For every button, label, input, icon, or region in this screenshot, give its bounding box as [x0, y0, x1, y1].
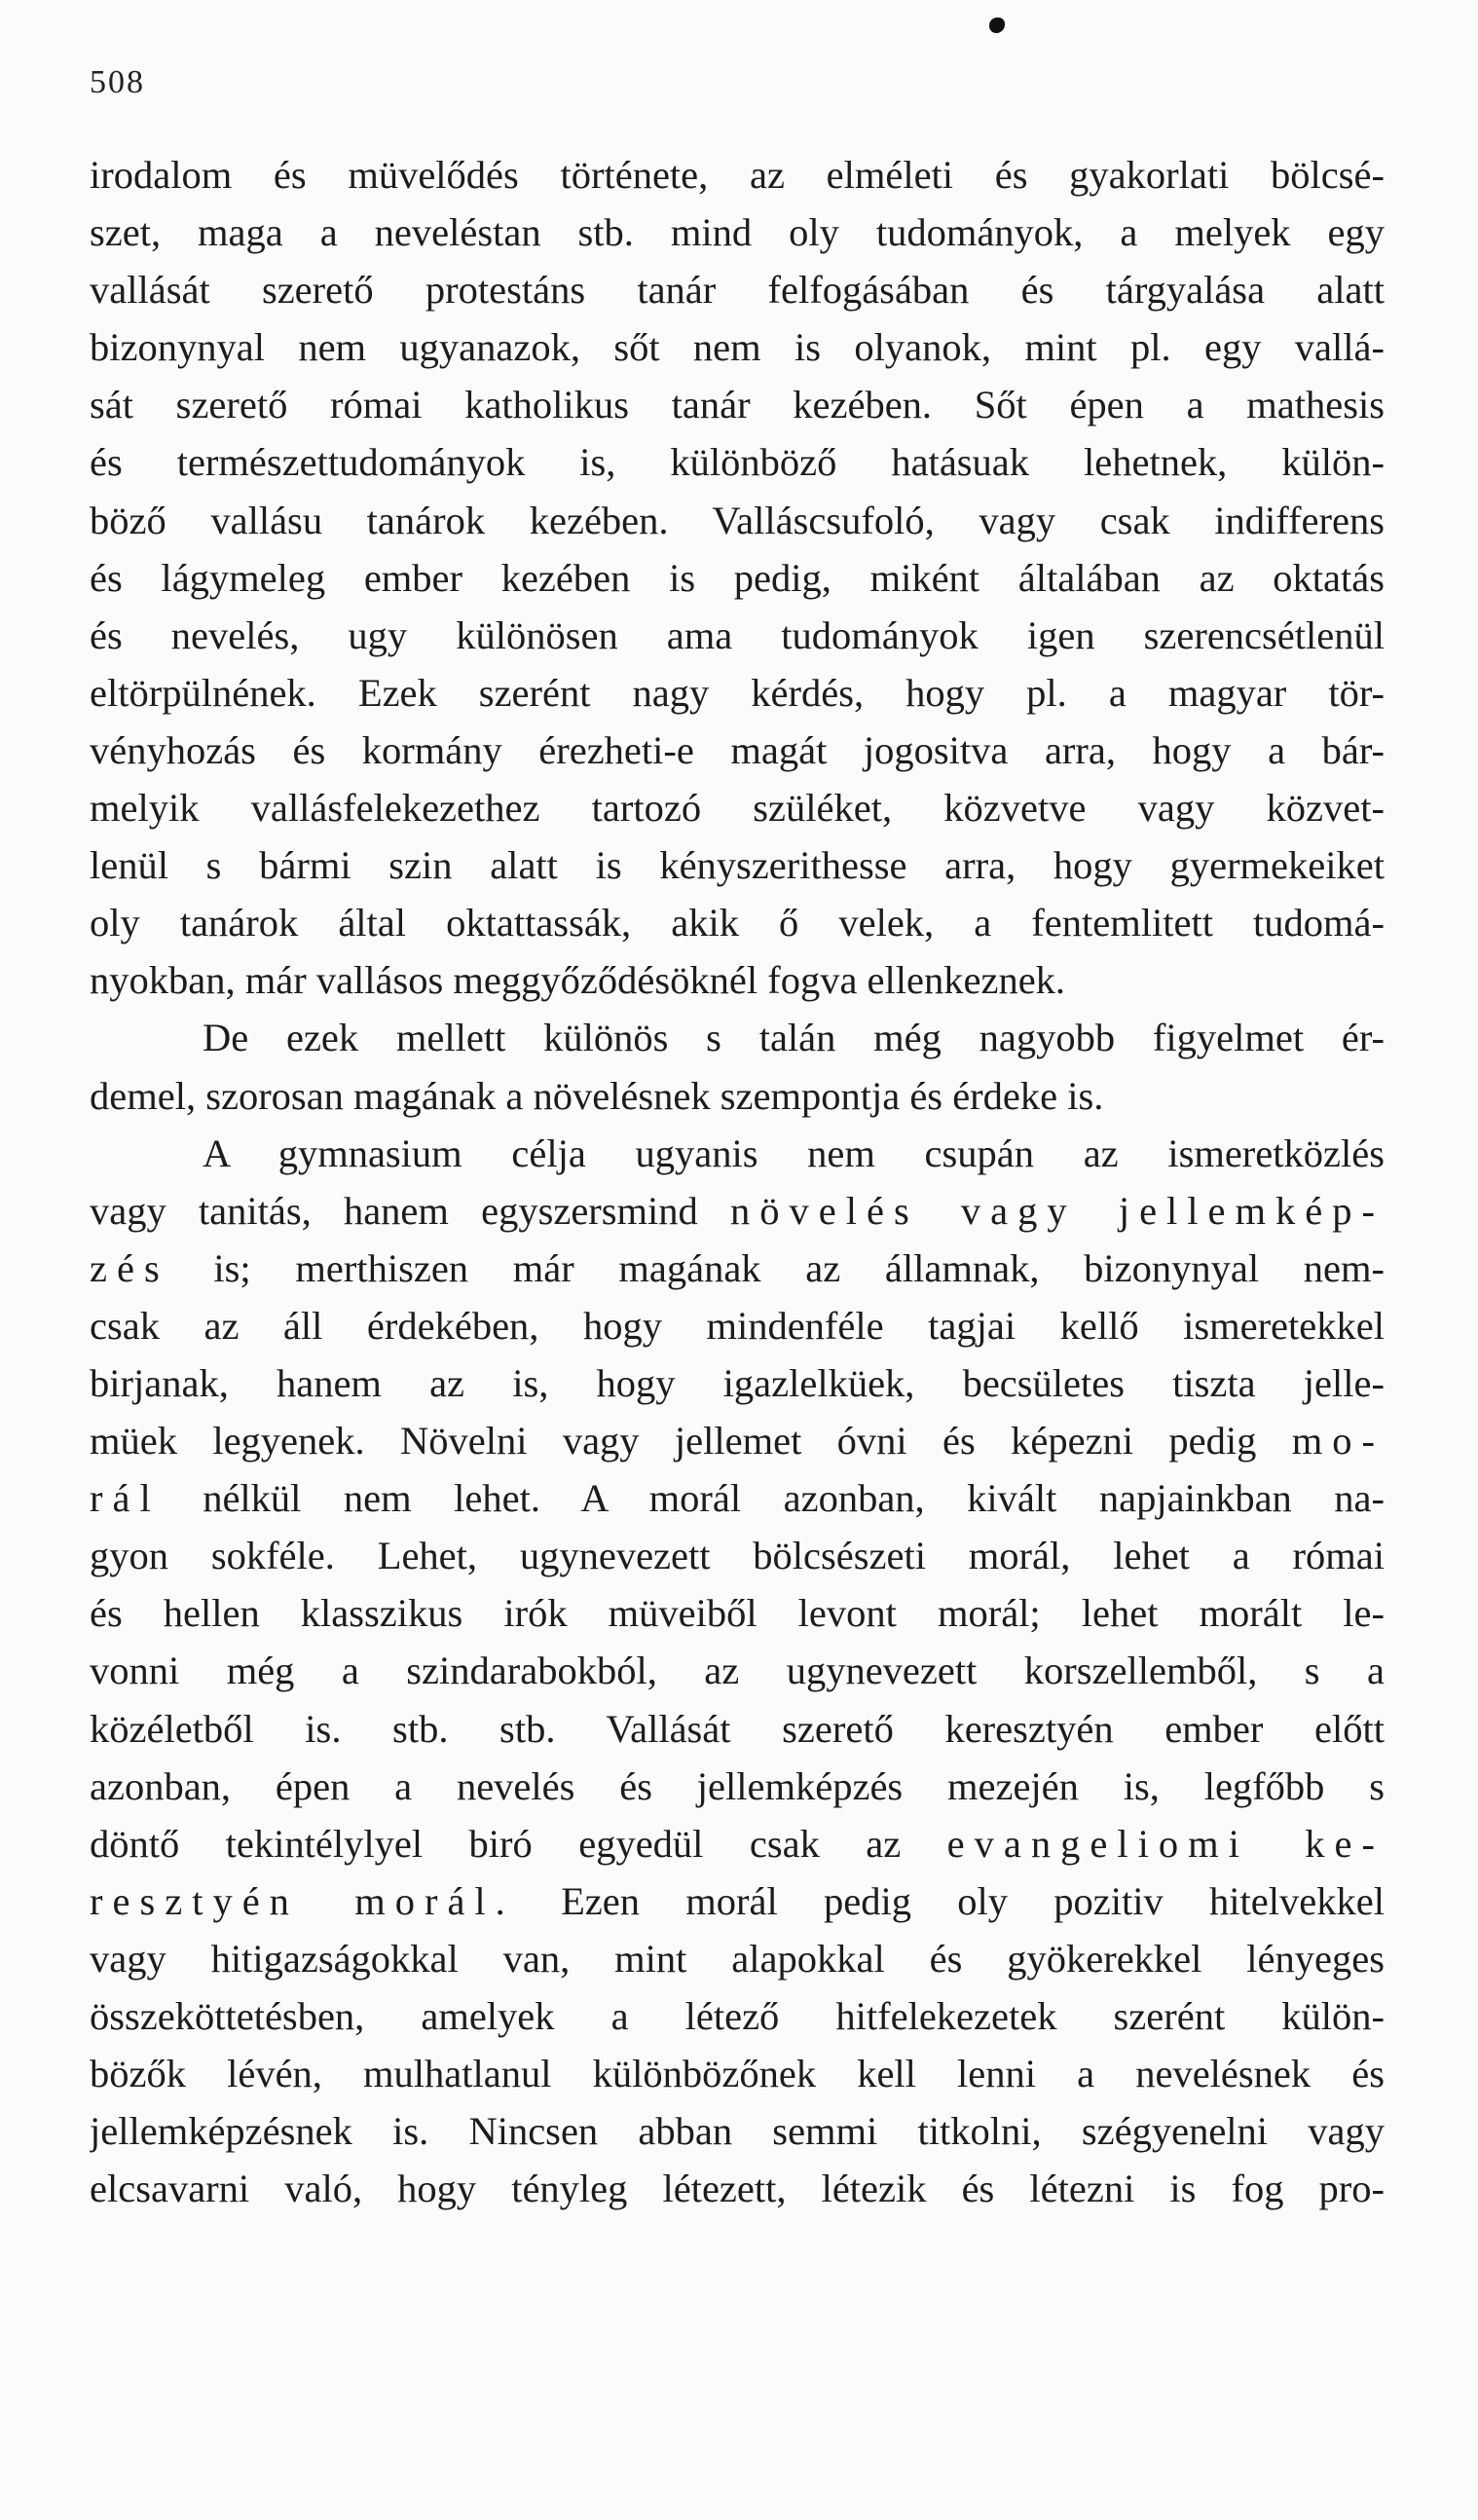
text-line — [90, 1125, 1385, 1182]
text-line — [90, 1469, 1385, 1527]
text-segment: bözők lévén, mulhatlanul különbözőnek kell lenni a nevelésnek és — [90, 2052, 1385, 2096]
text-segment: és nevelés, ugy különösen ama tudományok igen szerencsétlenül — [90, 612, 1385, 657]
text-segment: birjanak, hanem az is, hogy igazlelküek, becsületes tiszta jelle- — [90, 1360, 1385, 1405]
text-line — [90, 376, 1385, 433]
emphasized-text: evangeliomi ke- — [946, 1821, 1385, 1866]
text-line — [90, 433, 1385, 491]
body-text — [90, 146, 1385, 2217]
text-segment: bizonynyal nem ugyanazok, sőt nem is olyanok, mint pl. egy vallá- — [90, 325, 1385, 370]
text-line — [90, 664, 1385, 722]
text-segment: lenül s bármi szin alatt is kényszerithesse arra, hogy gyermekeiket — [90, 843, 1385, 888]
text-line — [90, 2160, 1385, 2217]
text-segment: A gymnasium célja ugyanis nem csupán az ismeretközlés — [203, 1130, 1385, 1175]
text-segment: jellemképzésnek is. Nincsen abban semmi titkolni, szégyenelni vagy — [90, 2109, 1385, 2154]
text-segment: gyon sokféle. Lehet, ugynevezett bölcsészeti morál, lehet a római — [90, 1534, 1385, 1578]
text-line — [90, 607, 1385, 664]
text-segment: elcsavarni való, hogy tényleg létezett, létezik és létezni is fog pro- — [90, 2167, 1385, 2211]
text-line — [90, 1240, 1385, 1297]
text-segment: irodalom és müvelődés története, az elméleti és gyakorlati bölcsé- — [90, 153, 1385, 197]
text-line — [90, 1758, 1385, 1815]
text-line — [90, 951, 1385, 1009]
text-line — [90, 1987, 1385, 2045]
text-segment: demel, szorosan magának a növelésnek szempontja és érdeke is. — [90, 1073, 1104, 1118]
text-segment: böző vallásu tanárok kezében. Valláscsufoló, vagy csak indifferens — [90, 498, 1385, 542]
text-line — [90, 146, 1385, 204]
text-segment: vagy hitigazságokkal van, mint alapokkal és gyökerekkel lényeges — [90, 1936, 1385, 1981]
text-segment: müek legyenek. Növelni vagy jellemet óvni és képezni pedig — [90, 1419, 1292, 1464]
emphasized-text: mo- — [1291, 1419, 1385, 1464]
text-line — [90, 2102, 1385, 2160]
text-segment: és természettudományok is, különböző hatásuak lehetnek, külön- — [90, 440, 1385, 485]
text-line — [90, 722, 1385, 779]
text-segment: közéletből is. stb. stb. Vallását szerető keresztyén ember előtt — [90, 1706, 1385, 1751]
text-line — [90, 1930, 1385, 1987]
text-line — [90, 261, 1385, 318]
emphasized-text: zés — [90, 1245, 169, 1290]
text-line — [90, 318, 1385, 376]
text-segment: döntő tekintélylyel biró egyedül csak az — [90, 1821, 947, 1866]
text-line — [90, 2045, 1385, 2102]
text-line — [90, 1642, 1385, 1699]
text-line — [90, 1009, 1385, 1066]
text-segment: eltörpülnének. Ezek szerént nagy kérdés, hogy pl. a magyar tör- — [90, 670, 1385, 715]
text-line — [90, 779, 1385, 836]
text-segment: nyokban, már vallásos meggyőződésöknél fogva ellenkeznek. — [90, 958, 1066, 1003]
text-segment: és lágymeleg ember kezében is pedig, miként általában az oktatás — [90, 555, 1385, 600]
text-segment: sát szerető római katholikus tanár kezében. Sőt épen a mathesis — [90, 383, 1385, 427]
text-segment: csak az áll érdekében, hogy mindenféle tagjai kellő ismeretekkel — [90, 1303, 1385, 1348]
text-segment: vényhozás és kormány érezheti-e magát jogositva arra, hogy a bár- — [90, 727, 1385, 772]
text-line — [90, 836, 1385, 894]
text-line — [90, 1700, 1385, 1758]
text-segment: is; merthiszen már magának az államnak, bizonynyal nem- — [168, 1245, 1385, 1290]
text-segment: vallását szerető protestáns tanár felfogásában és tárgyalása alatt — [90, 268, 1385, 313]
text-segment: összeköttetésben, amelyek a létező hitfelekezetek szerént külön- — [90, 1994, 1385, 2038]
text-line — [90, 1584, 1385, 1642]
text-segment: oly tanárok által oktattassák, akik ő velek, a fentemlitett tudomá- — [90, 901, 1385, 945]
emphasized-text: növelés vagy jellemkép- — [730, 1188, 1385, 1233]
text-line — [90, 1297, 1385, 1354]
text-line — [90, 1815, 1385, 1872]
page-number: 508 — [90, 64, 145, 100]
text-line — [90, 1182, 1385, 1240]
text-line — [90, 204, 1385, 261]
text-segment: Ezen morál pedig oly pozitiv hitelvekkel — [514, 1878, 1385, 1923]
text-line — [90, 549, 1385, 607]
text-line — [90, 1527, 1385, 1584]
text-line — [90, 1412, 1385, 1469]
text-segment: szet, maga a neveléstan stb. mind oly tudományok, a melyek egy — [90, 210, 1385, 255]
text-line — [90, 894, 1385, 951]
text-line — [90, 1067, 1385, 1125]
ink-blot — [989, 18, 1005, 33]
text-line — [90, 1354, 1385, 1412]
emphasized-text: resztyén morál. — [90, 1878, 515, 1923]
text-segment: azonban, épen a nevelés és jellemképzés mezején is, legfőbb s — [90, 1763, 1385, 1808]
text-segment: és hellen klasszikus irók müveiből levont morál; lehet morált le- — [90, 1591, 1385, 1636]
text-segment: vonni még a szindarabokból, az ugynevezett korszellemből, s a — [90, 1649, 1385, 1693]
text-line — [90, 492, 1385, 549]
text-segment: vagy tanitás, hanem egyszersmind — [90, 1188, 730, 1233]
text-segment: melyik vallásfelekezethez tartozó szüléket, közvetve vagy közvet- — [90, 786, 1385, 831]
text-segment: De ezek mellett különös s talán még nagyobb figyelmet ér- — [203, 1016, 1385, 1060]
emphasized-text: rál — [90, 1476, 161, 1521]
text-segment: nélkül nem lehet. A morál azonban, kivált napjainkban na- — [160, 1476, 1385, 1521]
text-line — [90, 1872, 1385, 1930]
